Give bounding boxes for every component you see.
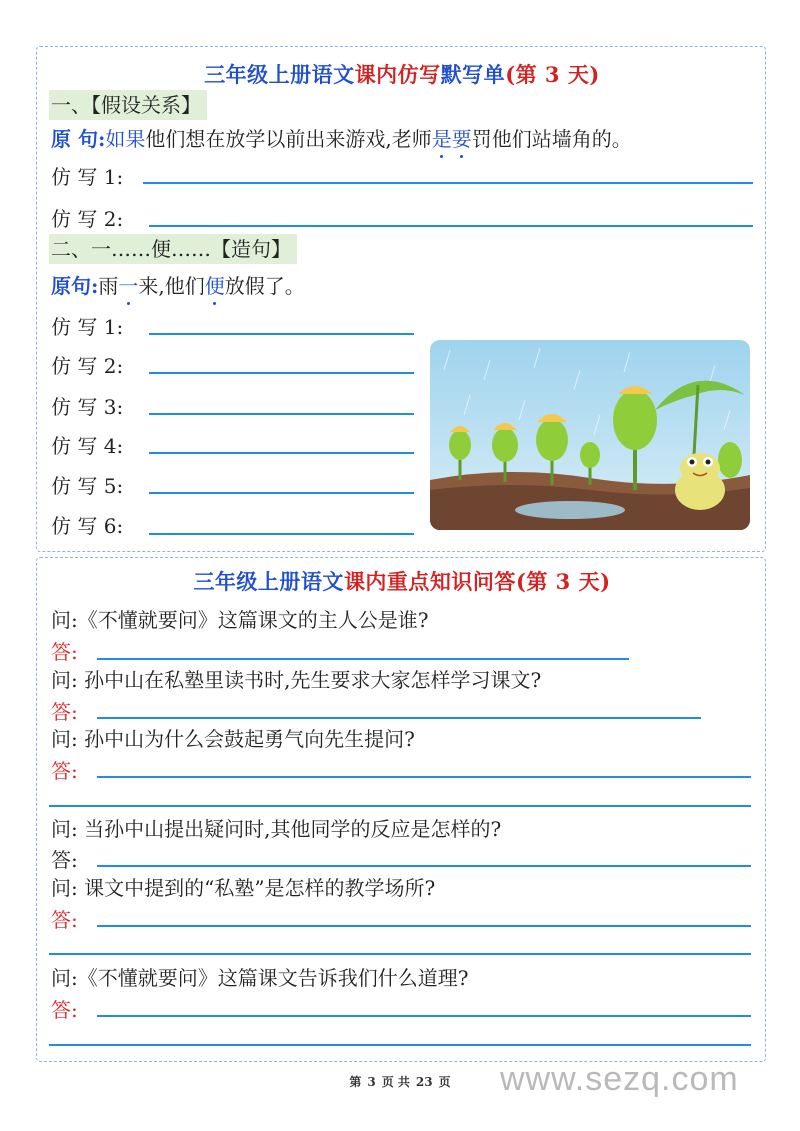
answer-label-5: 答: <box>51 908 78 932</box>
answer-line[interactable] <box>149 533 414 535</box>
answer-line[interactable] <box>149 492 414 494</box>
answer-line[interactable] <box>49 805 751 807</box>
part2-original-sentence: 原句:雨一来,他们便放假了。 <box>51 270 305 299</box>
part2-row-4: 仿 写 4: <box>51 434 124 458</box>
part1-original-sentence: 原 句:如果他们想在放学以前出来游戏,老师是要罚他们站墙角的。 <box>51 123 632 152</box>
part2-row-5: 仿 写 5: <box>51 474 124 498</box>
panel1-title: 三年级上册语文课内仿写默写单(第 3 天) <box>204 62 600 87</box>
answer-line[interactable] <box>149 413 414 415</box>
answer-line[interactable] <box>149 372 414 374</box>
answer-line[interactable] <box>149 333 414 335</box>
answer-line[interactable] <box>97 717 701 719</box>
sentence-segment: 罚他们站墙角的。 <box>471 127 632 151</box>
sentence-segment: 一 <box>118 270 138 299</box>
question-2: 问: 孙中山在私塾里读书时,先生要求大家怎样学习课文? <box>51 668 542 692</box>
question-1: 问:《不懂就要问》这篇课文的主人公是谁? <box>51 608 429 632</box>
answer-line[interactable] <box>49 1044 751 1046</box>
answer-label-3: 答: <box>51 759 78 783</box>
frog-illustration <box>430 340 750 530</box>
answer-line[interactable] <box>49 953 751 955</box>
answer-label-1: 答: <box>51 640 78 664</box>
sentence-segment: 放假了。 <box>224 274 305 298</box>
question-4: 问: 当孙中山提出疑问时,其他同学的反应是怎样的? <box>51 817 502 841</box>
frog-with-leaf-umbrella-icon <box>430 340 750 530</box>
part1-heading: 一、【假设关系】 <box>49 90 207 120</box>
answer-line[interactable] <box>149 225 753 227</box>
part1-row-1: 仿 写 1: <box>51 165 124 189</box>
sentence-segment: 他们想在放学以前出来游戏,老师 <box>145 127 432 151</box>
answer-label-4: 答: <box>51 848 78 872</box>
question-6: 问:《不懂就要问》这篇课文告诉我们什么道理? <box>51 966 469 990</box>
part2-heading: 二、一……便……【造句】 <box>49 234 297 264</box>
answer-line[interactable] <box>97 776 751 778</box>
question-3: 问: 孙中山为什么会鼓起勇气向先生提问? <box>51 727 415 751</box>
qa-panel <box>36 557 766 1062</box>
panel2-title: 三年级上册语文课内重点知识问答(第 3 天) <box>193 569 611 594</box>
copywriting-panel <box>36 46 766 552</box>
sentence-segment: 便 <box>205 270 225 299</box>
part2-row-2: 仿 写 2: <box>51 354 124 378</box>
sentence-segment: 如果 <box>105 127 146 151</box>
answer-line[interactable] <box>97 925 751 927</box>
answer-line[interactable] <box>149 452 414 454</box>
part2-row-1: 仿 写 1: <box>51 315 124 339</box>
question-5: 问: 课文中提到的“私塾”是怎样的教学场所? <box>51 876 436 900</box>
sentence-segment: 来,他们 <box>138 274 205 298</box>
part2-row-6: 仿 写 6: <box>51 514 124 538</box>
sentence-segment: 要 <box>452 123 472 152</box>
page-footer: 第 3 页 共 23 页 <box>349 1075 451 1089</box>
part2-row-3: 仿 写 3: <box>51 395 124 419</box>
answer-label-6: 答: <box>51 998 78 1022</box>
sentence-segment: 雨 <box>98 274 119 298</box>
answer-label-2: 答: <box>51 700 78 724</box>
part1-row-2: 仿 写 2: <box>51 207 124 231</box>
answer-line[interactable] <box>97 1015 751 1017</box>
answer-line[interactable] <box>143 182 753 184</box>
answer-line[interactable] <box>97 865 751 867</box>
watermark: www.sezq.com <box>500 1060 739 1098</box>
answer-line[interactable] <box>97 658 629 660</box>
sentence-segment: 是 <box>432 123 452 152</box>
